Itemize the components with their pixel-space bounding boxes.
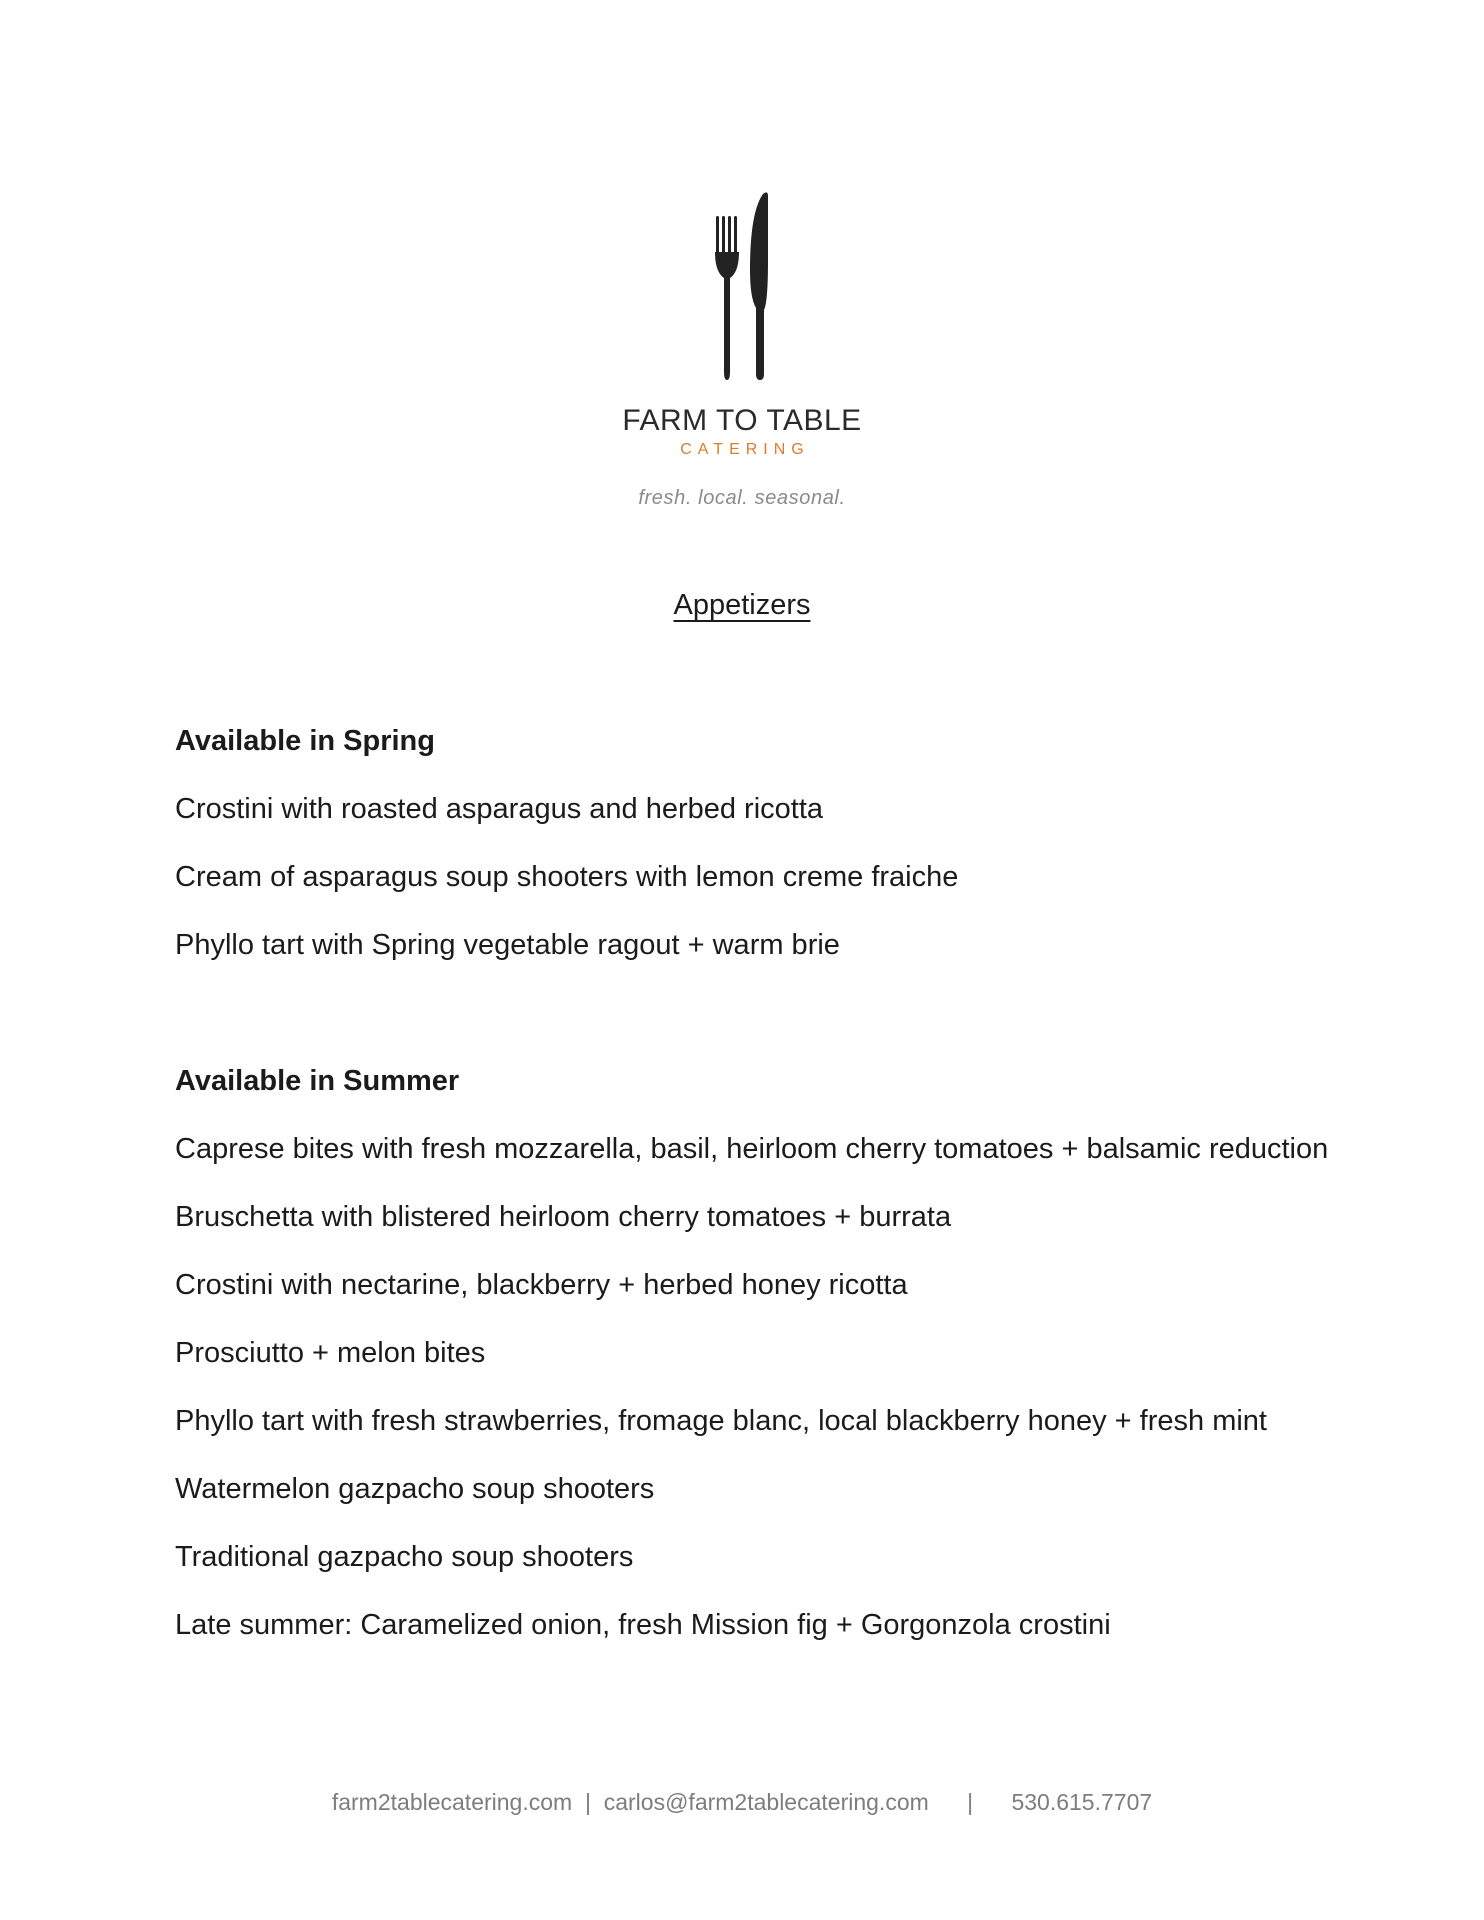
- brand-name: FARM TO TABLE: [622, 404, 862, 437]
- menu-item: Crostini with roasted asparagus and herbed ricotta: [175, 793, 824, 825]
- group-heading: Available in Summer: [175, 1065, 460, 1097]
- brand-tagline: fresh. local. seasonal.: [638, 487, 846, 509]
- menu-item: Prosciutto + melon bites: [175, 1337, 486, 1369]
- menu-item: Phyllo tart with Spring vegetable ragout + warm brie: [175, 929, 840, 961]
- footer-separator: |: [967, 1789, 974, 1815]
- menu-item: Crostini with nectarine, blackberry + herbed honey ricotta: [175, 1269, 908, 1301]
- footer-contact: [0, 1788, 1484, 1816]
- menu-group-summer: [175, 1062, 1335, 1644]
- footer-separator: |: [584, 1789, 591, 1815]
- menu-item: Late summer: Caramelized onion, fresh Mission fig + Gorgonzola crostini: [175, 1609, 1111, 1641]
- fork-and-knife-icon: [702, 190, 782, 380]
- menu-item: Watermelon gazpacho soup shooters: [175, 1473, 655, 1505]
- section-title: Appetizers: [673, 589, 811, 621]
- footer-email[interactable]: carlos@farm2tablecatering.com: [603, 1789, 929, 1815]
- logo: [0, 190, 1484, 510]
- menu-item: Caprese bites with fresh mozzarella, basil, heirloom cherry tomatoes + balsamic reduction: [175, 1133, 1329, 1165]
- menu-item: Traditional gazpacho soup shooters: [175, 1541, 634, 1573]
- menu-item: Phyllo tart with fresh strawberries, fromage blanc, local blackberry honey + fresh mint: [175, 1405, 1267, 1437]
- menu-item: Cream of asparagus soup shooters with lemon creme fraiche: [175, 861, 959, 893]
- footer-website[interactable]: farm2tablecatering.com: [331, 1789, 573, 1815]
- menu-group-spring: [175, 722, 1335, 964]
- group-heading: Available in Spring: [175, 725, 435, 757]
- footer-phone[interactable]: 530.615.7707: [1011, 1789, 1153, 1815]
- brand-subtitle: CATERING: [680, 441, 810, 458]
- menu-item: Bruschetta with blistered heirloom cherry tomatoes + burrata: [175, 1201, 952, 1233]
